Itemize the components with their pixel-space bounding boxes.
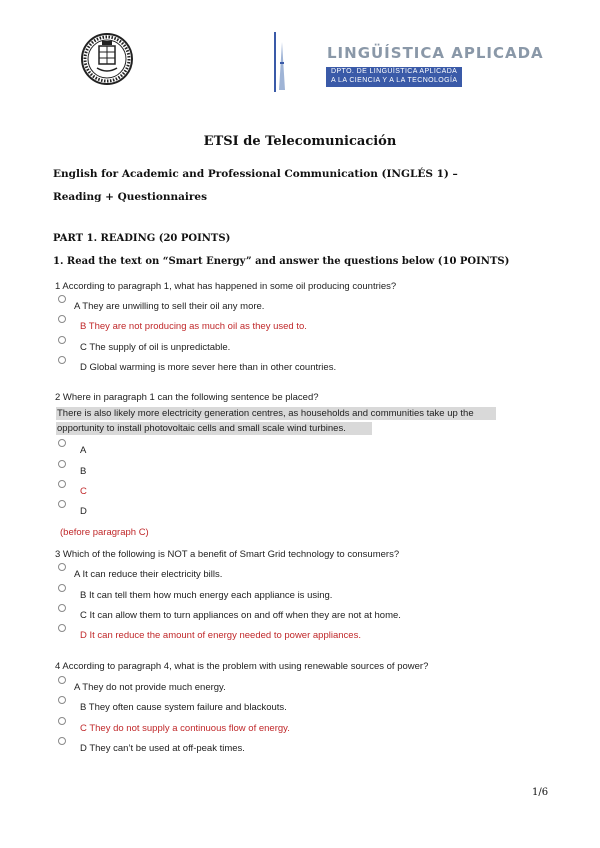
q2-option-a-label: A [80, 445, 87, 456]
q1-option-b-label: B They are not producing as much oil as they used to. [80, 321, 307, 332]
q4-option-b-label: B They often cause system failure and blackouts. [80, 702, 287, 713]
q3-option-b-radio[interactable] [58, 584, 66, 592]
question-2-quote-line1: There is also likely more electricity generation centres, as households and communities take up the [57, 408, 474, 419]
q1-option-b-radio[interactable] [58, 315, 66, 323]
question-4-stem: 4 According to paragraph 4, what is the problem with using renewable sources of power? [55, 661, 429, 672]
q2-option-c-radio[interactable] [58, 480, 66, 488]
question-1-stem: 1 According to paragraph 1, what has happened in some oil producing countries? [55, 281, 397, 292]
q2-option-c-label: C [80, 486, 87, 497]
q3-option-c-radio[interactable] [58, 604, 66, 612]
q2-option-b-radio[interactable] [58, 460, 66, 468]
brand-emblem-icon [274, 32, 288, 92]
reading-instruction: 1. Read the text on “Smart Energy” and answer the questions below (10 POINTS) [53, 256, 510, 267]
q3-option-d-label: D It can reduce the amount of energy needed to power appliances. [80, 630, 361, 641]
part-heading: PART 1. READING (20 POINTS) [53, 233, 231, 244]
q2-answer-note: (before paragraph C) [60, 527, 149, 538]
question-2-quote-line2: opportunity to install photovoltaic cells and small scale wind turbines. [57, 423, 346, 434]
university-seal-logo [80, 32, 134, 86]
q3-option-a-radio[interactable] [58, 563, 66, 571]
q4-option-c-label: C They do not supply a continuous flow of energy. [80, 723, 290, 734]
q3-option-d-radio[interactable] [58, 624, 66, 632]
q1-option-d-radio[interactable] [58, 356, 66, 364]
q2-option-b-label: B [80, 466, 87, 477]
q3-option-c-label: C It can allow them to turn appliances on and off when they are not at home. [80, 610, 401, 621]
question-3-stem: 3 Which of the following is NOT a benefit of Smart Grid technology to consumers? [55, 549, 400, 560]
q4-option-d-radio[interactable] [58, 737, 66, 745]
question-2-stem: 2 Where in paragraph 1 can the following sentence be placed? [55, 392, 319, 403]
course-title: English for Academic and Professional Communication (INGLÉS 1) – [53, 168, 458, 180]
q2-option-d-radio[interactable] [58, 500, 66, 508]
q4-option-a-radio[interactable] [58, 676, 66, 684]
brand-title: LINGÜÍSTICA APLICADA [327, 44, 544, 62]
q4-option-d-label: D They can’t be used at off-peak times. [80, 743, 245, 754]
q1-option-a-radio[interactable] [58, 295, 66, 303]
q4-option-a-label: A They do not provide much energy. [74, 682, 226, 693]
brand-subtitle-line2: A LA CIENCIA Y A LA TECNOLOGÍA [331, 77, 458, 84]
q1-option-a-label: A They are unwilling to sell their oil any more. [74, 301, 265, 312]
q3-option-a-label: A It can reduce their electricity bills. [74, 569, 223, 580]
course-subtitle: Reading + Questionnaires [53, 191, 208, 203]
q1-option-c-radio[interactable] [58, 336, 66, 344]
brand-subtitle-line1: DPTO. DE LINGÜÍSTICA APLICADA [331, 68, 458, 75]
q2-option-d-label: D [80, 506, 87, 517]
q1-option-d-label: D Global warming is more sever here than in other countries. [80, 362, 337, 373]
q4-option-b-radio[interactable] [58, 696, 66, 704]
q1-option-c-label: C The supply of oil is unpredictable. [80, 342, 231, 353]
q2-option-a-radio[interactable] [58, 439, 66, 447]
q3-option-b-label: B It can tell them how much energy each appliance is using. [80, 590, 333, 601]
document-title: ETSI de Telecomunicación [203, 134, 397, 149]
q4-option-c-radio[interactable] [58, 717, 66, 725]
page-number: 1/6 [532, 787, 549, 798]
